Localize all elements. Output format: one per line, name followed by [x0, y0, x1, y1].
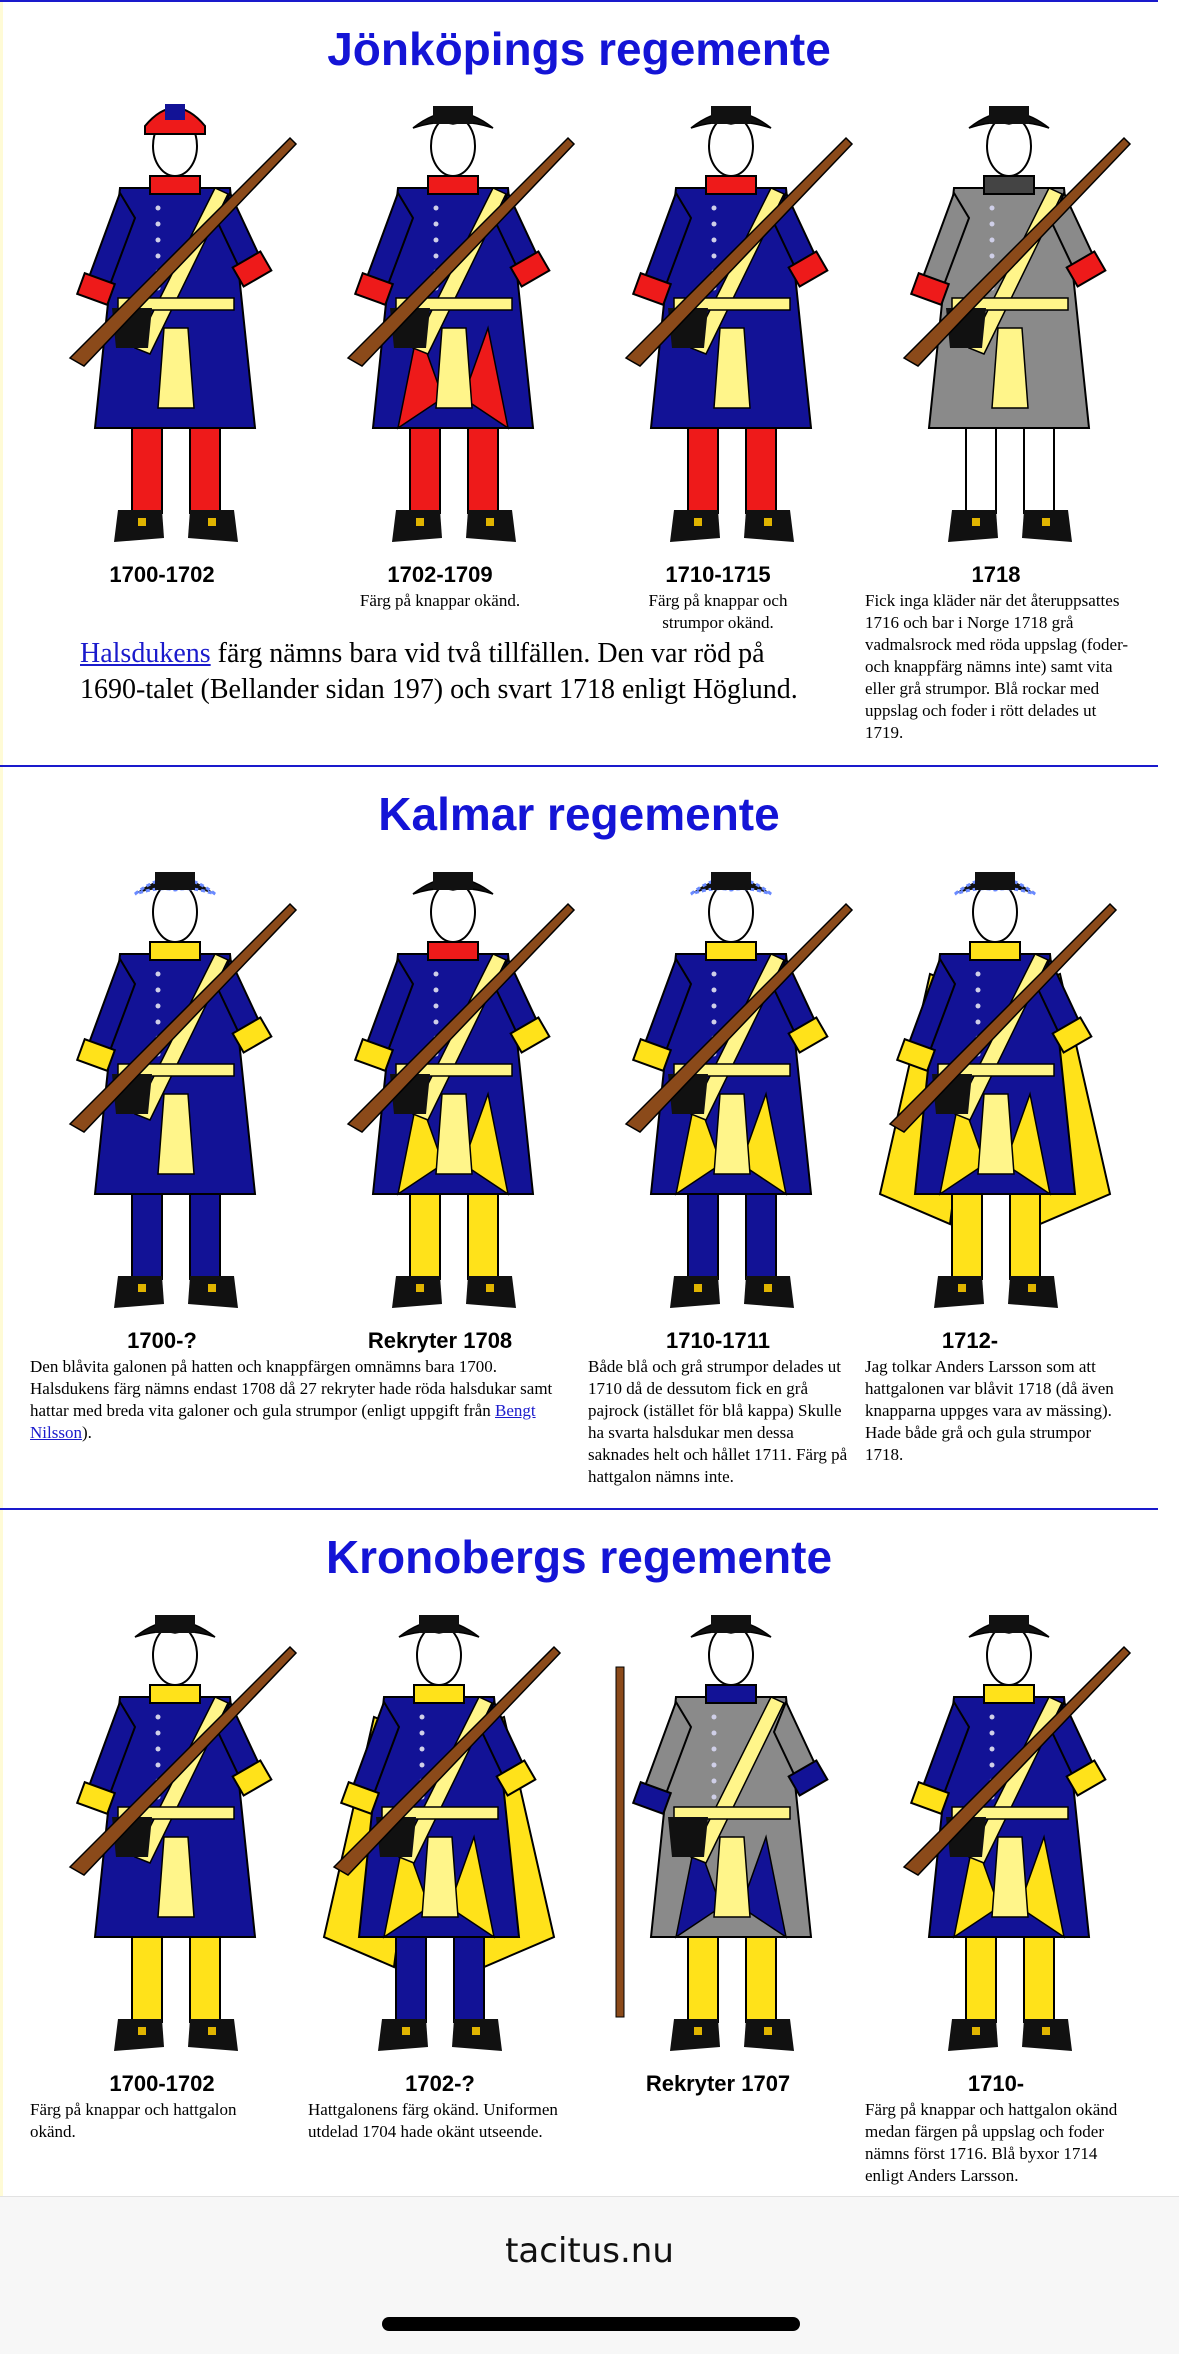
figure-caption: 1702-1709 [387, 562, 493, 587]
figure-note: Färg på knappar och hattgalon okänd. [30, 2100, 237, 2141]
figure-note: Färg på knappar och strumpor okänd. [648, 591, 788, 632]
halsduk-paragraph: Halsdukens färg nämns bara vid två tillfällen. Den var röd på 1690-talet (Bellander sidan 197) och svart 1718 enligt Höglund. [80, 638, 798, 705]
figure-caption: 1710-1711 [666, 1328, 770, 1353]
figure-caption: 1700-1702 [109, 562, 215, 587]
figure-caption: 1702-? [405, 2071, 475, 2096]
kalmar-wide-note: Den blåvita galonen på hatten och knappfärgen omnämns bara 1700. Halsdukens färg nämns endast 1708 då 27 rekryter hade röda halsdukar samt hattar med breda vita galoner och gula strumpor (enligt uppgift från Bengt Nilsson). [30, 1357, 553, 1442]
browser-bottom-bar [0, 2196, 1179, 2354]
bengt-nilsson-link[interactable]: Bengt Nilsson [30, 1401, 536, 1442]
soldier-figure [40, 864, 310, 1324]
left-margin-stripe [0, 0, 3, 2196]
soldier-figure [304, 1607, 574, 2067]
soldier-figure [40, 98, 310, 558]
halsdukens-link[interactable]: Halsdukens [80, 638, 211, 669]
soldier-figure [40, 1607, 310, 2067]
soldier-figure [874, 1607, 1144, 2067]
figure-caption: 1710- [967, 2071, 1025, 2096]
figure-caption: 1710-1715 [665, 562, 771, 587]
address-bar-url[interactable]: tacitus.nu [505, 2231, 674, 2271]
section-title-jonkoping: Jönköpings regemente [327, 23, 831, 75]
figure-note: Hattgalonens färg okänd. Uniformen utdelad 1704 hade okänt utseende. [308, 2100, 558, 2141]
figure-note: Jag tolkar Anders Larsson som att hattgalonen var blåvit 1718 (då även knapparna uppges vara av mässing). Hade både grå och gula strumpor 1718. [865, 1357, 1114, 1464]
divider-top [0, 0, 1158, 2]
figure-note: Färg på knappar okänd. [359, 591, 521, 610]
figure-caption: 1712- [941, 1328, 999, 1353]
soldier-figure [596, 98, 866, 558]
divider [0, 1508, 1158, 1510]
figure-caption: Rekryter 1707 [645, 2071, 791, 2096]
figure-caption: Rekryter 1708 [367, 1328, 513, 1353]
divider [0, 765, 1158, 767]
figure-note: Både blå och grå strumpor delades ut 1710 då de dessutom fick en grå pajrock (istället för blå kappa) Skulle ha svarta halsdukar men dessa saknades helt och hållet 1711. Färg på hattgalon nämns inte. [588, 1357, 848, 1486]
soldier-figure [860, 864, 1130, 1324]
home-indicator[interactable] [382, 2317, 800, 2331]
figure-note: Fick inga kläder när det återuppsattes 1716 och bar i Norge 1718 grå vadmalsrock med röda uppslag (foder- och knappfärg nämns inte) samt vita eller grå strumpor. Blå rockar med uppslag och foder i rött delades ut 1719. [865, 591, 1129, 742]
figure-note: Färg på knappar och hattgalon okänd medan färgen på uppslag och foder nämns först 1716. Blå byxor 1714 enligt Anders Larsson. [865, 2100, 1118, 2185]
figure-caption: 1700-? [127, 1328, 197, 1353]
soldier-figure [318, 98, 588, 558]
section-title-kalmar: Kalmar regemente [378, 788, 780, 840]
soldier-figure [596, 1607, 866, 2067]
figure-caption: 1718 [971, 562, 1021, 587]
section-title-kronoberg: Kronobergs regemente [325, 1531, 833, 1583]
soldier-figure [874, 98, 1144, 558]
soldier-figure [318, 864, 588, 1324]
soldier-figure [596, 864, 866, 1324]
figure-caption: 1700-1702 [109, 2071, 215, 2096]
